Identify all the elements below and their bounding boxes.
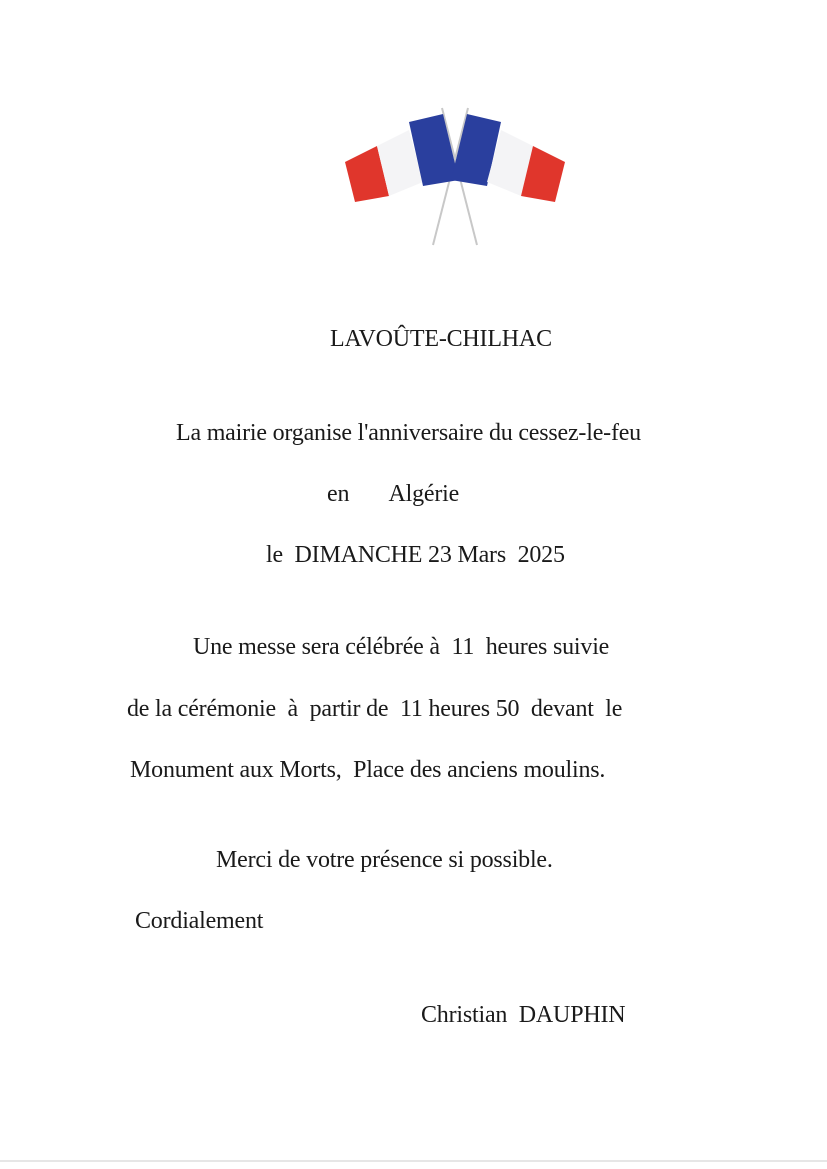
date-line: le DIMANCHE 23 Mars 2025 [266, 542, 565, 568]
monument-line: Monument aux Morts, Place des anciens moulins. [130, 757, 606, 783]
town-heading: LAVOÛTE-CHILHAC [330, 326, 552, 352]
signature-name: Christian DAUPHIN [421, 1002, 626, 1028]
mass-line: Une messe sera célébrée à 11 heures suivie [193, 634, 610, 660]
announcement-line: La mairie organise l'anniversaire du cessez-le-feu [176, 420, 641, 446]
closing-line: Cordialement [135, 908, 264, 934]
right-flag [451, 114, 565, 202]
scan-edge-divider [0, 1160, 827, 1162]
left-flag [345, 114, 459, 202]
ceremony-line: de la cérémonie à partir de 11 heures 50 devant le [127, 696, 623, 722]
crossed-french-flags-icon [335, 100, 575, 250]
thanks-line: Merci de votre présence si possible. [216, 847, 553, 873]
location-line: en Algérie [327, 481, 460, 507]
